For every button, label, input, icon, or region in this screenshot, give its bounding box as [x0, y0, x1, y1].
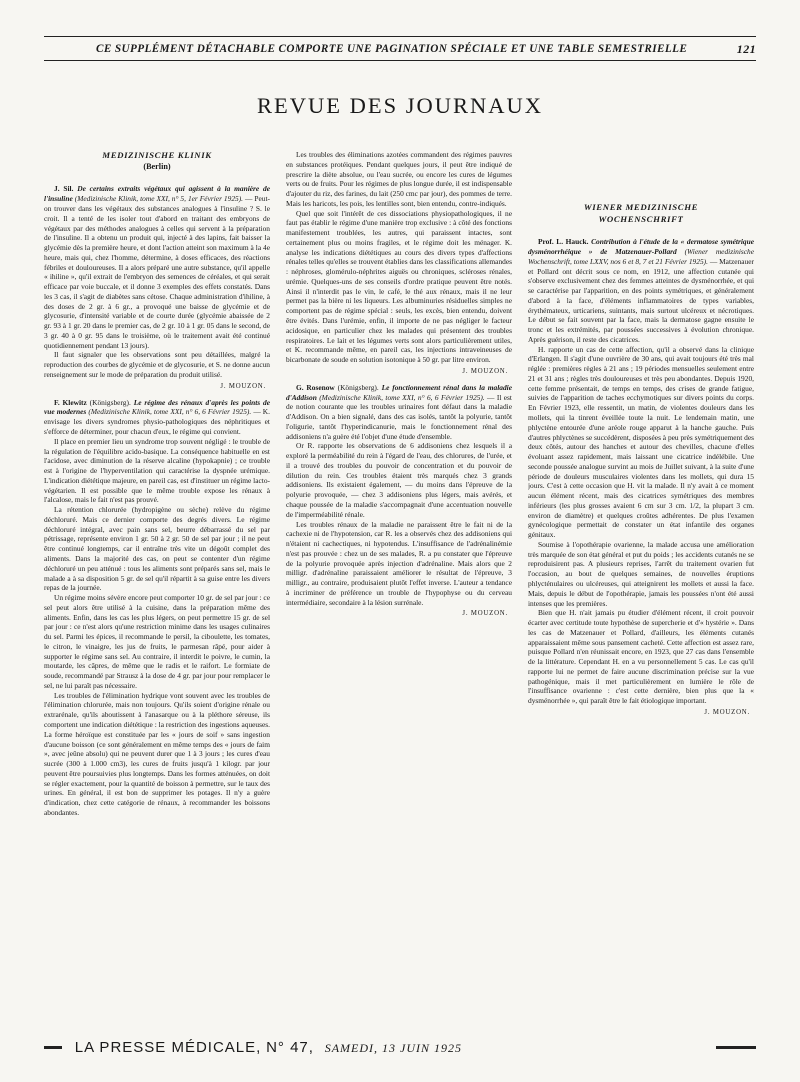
article-author: G. Rosenow: [296, 382, 335, 392]
article-signature: J. MOUZON.: [462, 610, 508, 618]
article-signature: J. MOUZON.: [462, 367, 508, 375]
page-number: 121: [736, 42, 756, 56]
article-klewitz: F. Klewitz (Königsberg). Le régime des rénaux d'après les points de vue modernes (Medizinische Klinik, tome XXI, n° 6, 6 Février 1925). — K. envisage les divers syndromes physio-pathologiques des néphritiques et s'efforce de déterminer, pour chacun d'eux, le régime qui convient.: [44, 397, 270, 437]
header-bottom-rule: [44, 60, 756, 61]
article-signature: J. MOUZON.: [220, 382, 266, 390]
article-rosenow: G. Rosenow (Königsberg). Le fonctionnement rénal dans la maladie d'Addison (Medizinische Klinik, tome XXI, n° 6, 6 Février 1925). — Il est de notion courante que les troubles urinaires font défaut dans la maladie d'Addison. On a bien signalé, dans des cas isolés, tantôt la polyurie, tantôt l'oligurie, tantôt l'hyperindicanurie, mais le fonctionnement rénal des addisoniens n'a guère été l'objet d'une étude d'ensemble.: [286, 382, 512, 441]
article-title: De certains extraits végétaux qui agissent à la manière de l'insuline: [44, 184, 270, 204]
article-signature: J. MOUZON.: [704, 708, 750, 716]
footer-date: SAMEDI, 13 JUIN 1925: [324, 1041, 462, 1055]
article-paragraph: Les troubles de l'élimination hydrique vont souvent avec les troubles de l'élimination chlorurée, mais non toujours. Qu'ils soient d'origine rénale ou extrarénale, qu'ils aboutissent à l'anasarque ou à la pléthore séreuse, ils comportent une indication diététique : la restriction des ingestions aqueuses. La forme héroïque est constituée par les « jours de soif » sans ingestion d'aucune boisson (ce sont généralement en même temps des « jours de faim », avec jeûne absolu) qui ne peuvent durer que 1 à 3 jours ; les cures d'eau sucrée (300 à 1.000 cm3), les cures de fruits jusqu'à 1 kilogr. par jour peuvent être poursuivies plus longtemps. Dans les formes atténuées, on doit se régler exactement, pour la quantité de boisson à permettre, sur le taux des urines. En général, il est bon de supprimer les potages. Il n'y a guère d'indication, chez cette catégorie de rénaux, à recommander les boissons abondantes.: [44, 690, 270, 817]
footer-issue: N° 47,: [266, 1039, 314, 1056]
column-2: [286, 150, 512, 1028]
running-header: [44, 40, 756, 58]
article-paragraph: Peut-on trouver dans les végétaux des substances analogues à l'insuline ? S. le croit. Il a tenté de les isoler tout d'abord en traitant des embryons de végétaux par des méthodes analogues à celles qui servent à la préparation de l'insuline. Il a obtenu un produit qui, injecté à des lapins, fait baisser la glycémie dès la première heure, et dont l'action atteint son maximum à la 4e heure, mais qui, chez l'homme, détermine, à doses efficaces, des réactions fébriles et douloureuses. Il a alors préparé une autre substance, qu'il appelle « ihiline », qu'il extrait de l'embryon des semences de céréales, et qui serait efficace par voie buccale, et il donne 3 exemples des effets constatés. Dans les 3 cas, il s'agit de diabètes sans cétose. Chaque administration d'ihiline, à des doses de 2 gr. à 6 gr., a provoqué une baisse de glycémie et de glycosurie, d'intensité variable et de courte durée (glycémie abaissée de 2 gr. 93 à 1 gr. 20 dans le premier cas, de 2 gr. 10 à 1 gr. 05 dans le second, de 3 gr. 40 à 0 gr. 95 dans le troisième, où le traitement avait été continué quotidiennement pendant 13 jours).: [44, 194, 270, 350]
section-city: (Berlin): [143, 161, 171, 171]
article-paragraph: K. envisage les divers syndromes physio-pathologiques des néphritiques et s'efforce de déterminer, pour chacun d'eux, le régime qui convient.: [44, 407, 270, 437]
section-title-medizinische-klinik: MEDIZINISCHE KLINIK: [102, 150, 212, 160]
article-location: (Königsberg).: [89, 397, 131, 407]
article-citation: (Medizinische Klinik, tome XXI, n° 6, 6 Février 1925).: [319, 392, 485, 402]
article-location: (Königsberg).: [337, 382, 379, 392]
article-citation: (Medizinische Klinik, tome XXI, n° 6, 6 Février 1925).: [88, 407, 252, 417]
article-paragraph: Les troubles des éliminations azotées commandent des régimes pauvres en substances protéiques. Pendant quelques jours, il peut être indiqué de prescrire la diète absolue, ou l'eau sucrée, ou encore les cures de légumes verts ou de fruits. Pour les régimes de plus longue durée, il est indispensable d'ajouter du riz, des farines, du lait (250 cmc par jour), des pommes de terre. Mais les haricots, les pois, les lentilles sont, bien entendu, contre-indiqués.: [286, 150, 512, 208]
article-citation: (Medizinische Klinik, tome XXI, n° 5, 1er Février 1925).: [74, 194, 244, 204]
article-paragraph: Soumise à l'opothérapie ovarienne, la malade accusa une amélioration très marquée de son état général et put du poids ; les accidents cutanés ne se reproduisirent pas. A plusieurs reprises, l'arrêt du traitement ovarien fut l'occasion, au bout de quelques semaines, de nouvelles éruptions phlycténulaires ou ulcéreuses, qui atteignirent les mollets et aussi la face. Mais, depuis le début de l'opothérapie, jamais les poussées n'ont été aussi intenses que les premières.: [528, 539, 754, 608]
article-paragraph: Quel que soit l'intérêt de ces dissociations physiopathologiques, il ne faut pas établir le régime d'une manière trop exclusive : à côté des fonctions manifestement troublées, les autres, qui paraissent intactes, sont certainement plus ou moins fragiles, et le régime doit les ménager. K. analyse les indications diététiques au cours des divers types d'affections rénales telles qu'elles se trouvent établies dans les classifications allemandes : néphroses, glomérulo-néphrites aiguës ou chroniques, scléroses rénales, urémie. Quelques-uns de ses conseils d'ordre pratique peuvent être notés. Ainsi il n'interdit pas le vin, le café, le thé aux rénaux, mais il ne leur permet pas la bière ni les liqueurs. Les albuminuries résiduelles simples ne comportent pas de régime spécial : seuls, les excès, bien entendu, doivent être évités. Dans l'urémie, enfin, il importe de ne pas négliger le facteur acidosique, en particulier chez les malades qui présentent des troubles respiratoires. Le lait et les légumes verts sont alors particulièrement utiles, et K. recommande même, en pareil cas, les injections intraveineuses de bicarbonate de soude en solution isotonique à 50 gr. par litre environ.: [286, 208, 512, 365]
article-paragraph: Il est de notion courante que les troubles urinaires font défaut dans la maladie d'Addison. On a bien signalé, dans des cas isolés, tantôt la polyurie, tantôt l'oligurie, tantôt l'hyperindicanurie, mais le fonctionnement rénal des addisoniens n'a guère été l'objet d'une étude d'ensemble.: [286, 392, 512, 441]
article-paragraph: H. rapporte un cas de cette affection, qu'il a observé dans la clinique d'Erlangen. Il s'agit d'une ouvrière de 30 ans, qui avait toujours été très mal réglée : premières règles à 21 ans ; 19 périodes mensuelles seulement entre 21 et 31 ans ; règles très douloureuses et très peu abondantes. Depuis 1920, cette femme présentait, de temps en temps, des crises de grande fatigue, suivies de l'apparition de taches ecchymotiques sur divers points du corps. En Février 1923, elle ressentit, un matin, de violentes douleurs dans les mollets, qui la tinrent éveillée toute la nuit. Le lendemain matin, une phlyctène entourée d'une aréole rouge apparut à la hanche gauche. Puis d'autres phlyctènes se succédèrent, disposées à peu près symétriquement des deux côtés, autour des hanches et autour des chevilles, chacune d'elles évoluant assez rapidement, mais laissant une cicatrice indélébile. Une seconde poussée analogue survint au mois de Juillet suivant, à la suite d'une période de douleurs musculaires violentes dans les mollets, qui dura 15 jours. C'est à cette occasion que H. vit la malade. Il n'y avait à ce moment aucun élément récent, mais des cicatrices symétriques des membres inférieurs (les plus grosses avaient 6 cm sur 3 cm. 1/2, la plupart 3 cm. environ de diamètre) et quelques croûtes adhérentes. De plus l'examen gynécologique permettait de constater un état infantile des organes génitaux.: [528, 344, 754, 540]
article-title: Le fonctionnement rénal dans la maladie d'Addison: [286, 382, 512, 402]
article-paragraph: Or R. rapporte les observations de 6 addisoniens chez lesquels il a exploré la perméabilité du rein à l'égard de l'eau, des chlorures, de l'urée, et il a trouvé des troubles du pouvoir de concentration et du pouvoir de dilution du rein. Ces troubles étaient très marqués chez 3 grands addisoniens. Ils existaient également, — du moins dans l'épreuve de la polyurie provoquée, — chez 3 addisoniens plus légers, mais avérés, et chaque poussée de la maladie s'accompagnait d'une accentuation nouvelle de l'imperméabilité rénale.: [286, 441, 512, 519]
section-title-wiener: WIENER MEDIZINISCHE: [583, 202, 699, 212]
article-paragraph: Un régime moins sévère encore peut comporter 10 gr. de sel par jour : ce sel peut alors être utilisé à la cuisine, dans la préparation même des aliments. Enfin, dans les cas les plus légers, on peut permettre 15 gr. de sel par jour : ce n'est alors qu'une restriction minime dans les usages culinaires du sel. Parmi les épices, il recommande le persil, la ciboulette, les tomates, le citron, le vinaigre, les jus de fruits, le parmesan râpé, pour aider à supporter le régime sans sel. Au contraire, il interdit le poivre, le cumin, la moutarde, les câpres, de même que le radis et le raifort. Le formiate de soude, recommandé par Strausz à la dose de 4 gr. par jour pour remplacer le sel, ne lui paraît pas nécessaire.: [44, 593, 270, 690]
article-author: Prof. L. Hauck.: [538, 237, 589, 247]
article-author: J. Sil.: [54, 184, 74, 194]
footer-rule-right: [716, 1046, 756, 1049]
article-paragraph: Il faut signaler que les observations sont peu détaillées, malgré la reproduction des courbes de glycémie et de glycosurie, et S. ne donne aucun renseignement sur le mode de préparation du produit utilisé.: [44, 350, 270, 379]
supplement-notice: CE SUPPLÉMENT DÉTACHABLE COMPORTE UNE PAGINATION SPÉCIALE ET UNE TABLE SEMESTRIELLE: [96, 43, 688, 55]
header-top-rule: [44, 36, 756, 37]
article-hauck: Prof. L. Hauck. Contribution à l'étude de la « dermatose symétrique dysménorrhéique » de Matzenauer-Pollard (Wiener medizinische Wochenschrift, tome LXXV, nos 6 et 8, 7 et 21 Février 1925). — Matzenauer et Pollard ont décrit sous ce nom, en 1912, une affection cutanée qui s'observe exclusivement chez des femmes atteintes de dysménorrhée, et qui se caractérise par l'apparition, en des points symétriques, et généralement d'abord à la face, d'éléments inflammatoires de types variables, érythémateux, urticariens, suintants, mais surtout ulcéreux et nécrotiques. Le début se fait souvent par la face, mais la dermatose gagne ensuite le tronc et les extrémités, par poussées successives à évolution chronique. Après guérison, il reste des cicatrices.: [528, 237, 754, 344]
article-title: Contribution à l'étude de la « dermatose symétrique dysménorrhéique » de Matzenauer-Pollard: [528, 237, 754, 256]
article-paragraph: Matzenauer et Pollard ont décrit sous ce nom, en 1912, une affection cutanée qui s'observe exclusivement chez des femmes atteintes de dysménorrhée, et qui se caractérise par l'apparition, en des points symétriques, et généralement d'abord à la face, d'éléments inflammatoires de types variables, érythémateux, urticariens, suintants, mais surtout ulcéreux et nécrotiques. Le début se fait souvent par la face, mais la dermatose gagne ensuite le tronc et les extrémités, par poussées successives à évolution chronique. Après guérison, il reste des cicatrices.: [528, 256, 754, 344]
column-1: [44, 150, 270, 1028]
article-title: Le régime des rénaux d'après les points de vue modernes: [44, 397, 270, 417]
column-3: [528, 150, 754, 1028]
section-title-wiener-line2: WOCHENSCHRIFT: [598, 213, 684, 224]
article-paragraph: La rétention chlorurée (hydropigène ou sèche) relève du régime déchloruré. Mais ce dernier comporte des degrés divers. Le régime déchloruré intégral, avec pain sans sel, beurre débarrassé du sel par pétrissage, représente environ 1 gr. 50 à 2 gr. 50 de sel par jour ; il ne peut être continué longtemps, car il entraîne très vite un dégoût complet des aliments. Dans la majorité des cas, on peut se contenter d'un régime déchloruré un peu atténué : tous les aliments sont préparés sans sel, mais le malade a à sa disposition 5 gr. de sel qu'il répartit à sa guise entre les divers repas de la journée.: [44, 505, 270, 593]
footer-journal: LA PRESSE MÉDICALE,: [74, 1039, 262, 1056]
page-footer: [44, 1037, 756, 1059]
article-citation: (Wiener medizinische Wochenschrift, tome LXXV, nos 6 et 8, 7 et 21 Février 1925).: [528, 246, 754, 266]
article-author: F. Klewitz: [54, 397, 87, 407]
article-sil: J. Sil. De certains extraits végétaux qui agissent à la manière de l'insuline (Medizinische Klinik, tome XXI, n° 5, 1er Février 1925). — Peut-on trouver dans les végétaux des substances analogues à l'insuline ? S. le croit. Il a tenté de les isoler tout d'abord en traitant des embryons de végétaux par des méthodes analogues à celles qui servent à la préparation de l'insuline. Il a obtenu un produit qui, injecté à des lapins, fait baisser la glycémie dès la première heure, et dont l'action atteint son maximum à la 4e heure, mais qui, chez l'homme, détermine, à doses efficaces, des réactions fébriles et douloureuses. Il a alors préparé une autre substance, qu'il appelle « ihiline », qu'il extrait de l'embryon des semences de céréales, et qui serait efficace par voie buccale, et il donne 3 exemples des effets constatés. Dans les 3 cas, il s'agit de diabètes sans cétose. Chaque administration d'ihiline, à des doses de 2 gr. à 6 gr., a provoqué une baisse de glycémie et de glycosurie, d'intensité variable et de courte durée (glycémie abaissée de 2 gr. 93 à 1 gr. 20 dans le premier cas, de 2 gr. 10 à 1 gr. 05 dans le second, de 3 gr. 40 à 0 gr. 95 dans le troisième, où le traitement avait été continué quotidiennement pendant 13 jours).: [44, 184, 270, 350]
rubric-title: REVUE DES JOURNAUX: [256, 93, 543, 118]
article-paragraph: Bien que H. n'ait jamais pu étudier d'élément récent, il croit pouvoir écarter avec certitude toute hypothèse de supercherie et d'« hystérie ». Dans les cas de Matzenauer et Pollard, d'ailleurs, les éléments cutanés apparaissaient même sous pansement cacheté. Cette affection est assez rare, puisque Pollard n'en réunissait encore, en 1923, que 27 cas dans l'ensemble de la littérature. Cependant H. en a vu personnellement 5 cas. Le cas qu'il rapporte lui ne permet de faire aucune discrimination précise sur la vue pathogénique, mais il met particulièrement en lumière le rôle de l'insuffisance ovarienne : c'est cette dernière, bien plus que la « dysménorrhée », qui paraît être le fait étiologique important.: [528, 608, 754, 706]
article-paragraph: Les troubles rénaux de la maladie ne paraissent être le fait ni de la cachexie ni de l'hypotension, car R. les a observés chez des addisoniens qui n'étaient ni cachectiques, ni hypotendus. L'insuffisance de l'adrénalinémie n'est pas prouvée : chez un de ses malades, R. a pu constater que l'épreuve de la polyurie provoquée après injection d'adrénaline. Mais alors que 2 milligr. d'adrénaline paraissaient améliorer le résultat de l'épreuve, 3 milligr., au contraire, produisaient plutôt l'effet inverse. L'auteur a tendance à incriminer de préférence un trouble de l'hypophyse ou du cerveau intermédiaire, secondaire à la lésion surrénale.: [286, 519, 512, 607]
article-paragraph: Il place en premier lieu un syndrome trop souvent négligé : le trouble de la régulation de l'équilibre acido-basique. La conséquence habituelle en est l'acidose, avec diminution de la réserve alcaline (hypokapnie) ; ce trouble est à l'origine de l'hyperventilation qui caractérise la dyspnée urémique. L'indication diététique majeure, en pareil cas, est d'instituer un régime lacto-végétarien. Il est possible que le même trouble expose les rénaux à l'alcalose, mais le fait n'est pas prouvé.: [44, 436, 270, 505]
